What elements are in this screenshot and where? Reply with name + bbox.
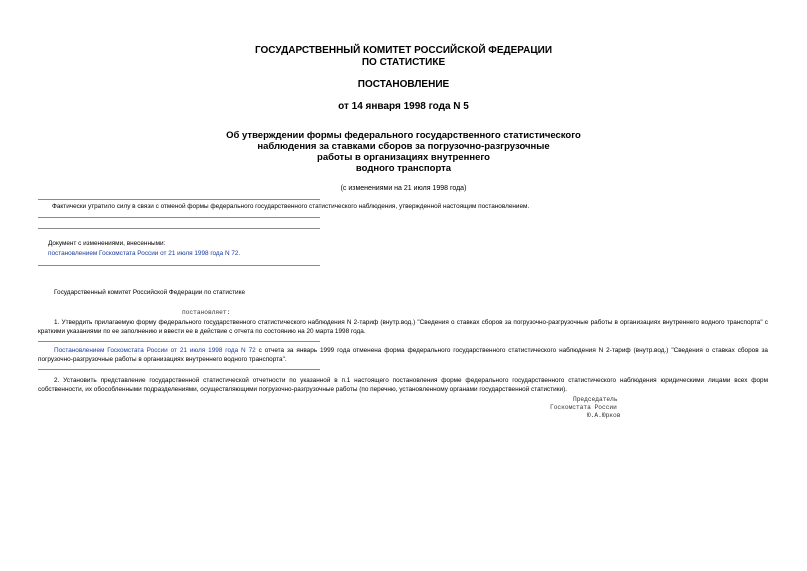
changes-link[interactable]: постановлением Госкомстата России от 21 июля 1998 года N 72.: [48, 250, 241, 257]
divider: [38, 341, 320, 342]
document-date: от 14 января 1998 года N 5: [338, 101, 469, 112]
divider: [38, 217, 320, 218]
invalid-notice: Фактически утратило силу в связи с отменой формы федерального государственного статистического наблюдения, утвержденной настоящим постановлением.: [52, 203, 530, 210]
amendment-note: (с изменениями на 21 июля 1998 года): [340, 185, 467, 192]
title-line1: Об утверждении формы федерального государственного статистического: [226, 130, 581, 141]
committee-name-line1: ГОСУДАРСТВЕННЫЙ КОМИТЕТ РОССИЙСКОЙ ФЕДЕРАЦИИ: [254, 45, 553, 56]
item-1: 1. Утвердить прилагаемую форму федерального государственного статистического наблюдения N 2-тариф (внутр.вод.) "Сведения о ставках сборов за погрузочно-разгрузочные работы в организациях внутреннего водного транспорта" с краткими указаниями по ее заполнению и ввести ее в действие с отчета по состоянию на 20 марта 1998 года.: [38, 319, 768, 335]
signature-title: Председатель: [573, 396, 618, 403]
divider: [38, 199, 320, 200]
divider: [38, 228, 320, 229]
item-2: 2. Установить представление государственной статистической отчетности по указанной в п.1 настоящего постановления форме федерального государственного статистического наблюдения юридическими лицами всех форм собственности, их обособленными подразделениями, осуществляющими погрузочно-разгрузочные работы (по перечню, установленному органами государственной статистики).: [38, 377, 768, 393]
edit-note: [38, 346, 768, 364]
committee-intro: Государственный комитет Российской Федерации по статистике: [54, 289, 246, 296]
divider: [38, 265, 320, 266]
resolves-word: постановляет:: [182, 309, 231, 316]
edit-link[interactable]: Постановлением Госкомстата России от 21 июля 1998 года N 72: [54, 347, 256, 354]
edit-text: с отчета за январь 1999 года отменена форма федерального государственного статистического наблюдения N 2-тариф (внутр.вод.) "Сведения о ставках сборов за погрузочно-разгрузочные работы в организациях внутреннего водного транспорта".: [38, 347, 768, 363]
document-type: ПОСТАНОВЛЕНИЕ: [357, 79, 450, 90]
title-line3: работы в организациях внутреннего: [317, 152, 490, 163]
committee-name-line2: ПО СТАТИСТИКЕ: [361, 57, 446, 68]
divider: [38, 369, 320, 370]
signature-org: Госкомстата России: [550, 404, 617, 411]
title-line4: водного транспорта: [355, 163, 452, 174]
changes-label: Документ с изменениями, внесенными:: [48, 240, 166, 247]
title-line2: наблюдения за ставками сборов за погрузочно-разгрузочные: [257, 141, 550, 152]
signature-name: Ю.А.Юрков: [587, 412, 621, 419]
